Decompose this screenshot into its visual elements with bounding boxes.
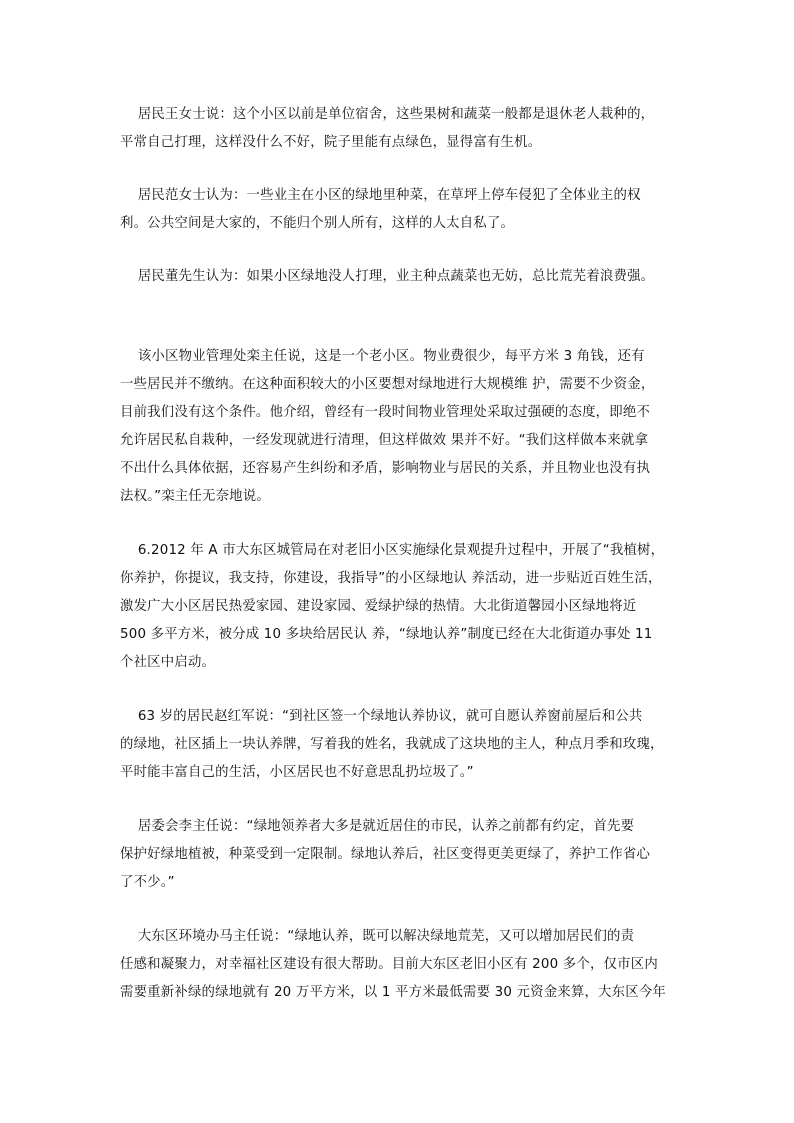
text-line: 法权。”栾主任无奈地说。 — [120, 489, 270, 504]
text-line: 个社区中启动。 — [120, 655, 216, 670]
text-line: 了不少。” — [120, 875, 175, 890]
text-line: 大东区环境办马主任说：“绿地认养，既可以解决绿地荒芜，又可以增加居民们的责 — [120, 929, 635, 944]
text-line: 居委会李主任说：“绿地领养者大多是就近居住的市民，认养之前都有约定，首先要 — [120, 819, 635, 834]
text-line: 平时能丰富自己的生活，小区居民也不好意思乱扔垃圾了。” — [120, 765, 474, 780]
text-line: 63 岁的居民赵红军说：“到社区签一个绿地认养协议，就可自愿认养窗前屋后和公共 — [120, 709, 643, 724]
text-line: 平常自己打理，这样没什么不好，院子里能有点绿色，显得富有生机。 — [120, 135, 542, 150]
text-line: 激发广大小区居民热爱家园、建设家园、爱绿护绿的热情。大北街道馨园小区绿地将近 — [120, 599, 637, 614]
text-line: 居民范女士认为：一些业主在小区的绿地里种菜，在草坪上停车侵犯了全体业主的权 — [120, 188, 641, 203]
text-line: 一些居民并不缴纳。在这种面积较大的小区要想对绿地进行大规模维 护，需要不少资金， — [120, 377, 655, 392]
text-line: 居民王女士说：这个小区以前是单位宿舍，这些果树和蔬菜一般都是退休老人栽种的， — [120, 107, 655, 122]
text-line: 的绿地，社区插上一块认养牌，写着我的姓名，我就成了这块地的主人，种点月季和玫瑰， — [120, 737, 664, 752]
text-line: 允许居民私自栽种，一经发现就进行清理，但这样做效 果并不好。“我们这样做本来就拿 — [120, 433, 649, 448]
text-line: 该小区物业管理处栾主任说，这是一个老小区。物业费很少，每平方米 3 角钱，还有 — [120, 349, 645, 364]
text-line: 你养护，你提议，我支持，你建设，我指导”的小区绿地认 养活动，进一步贴近百姓生活， — [120, 571, 662, 586]
text-line: 任感和凝聚力，对幸福社区建设有很大帮助。目前大东区老旧小区有 200 多个，仅市区内 — [120, 957, 658, 972]
text-line: 需要重新补绿的绿地就有 20 万平方米，以 1 平方米最低需要 30 元资金来算，大东区今年 — [120, 985, 667, 1000]
text-line: 不出什么具体依据，还容易产生纠纷和矛盾，影响物业与居民的关系，并且物业也没有执 — [120, 461, 651, 476]
text-line: 保护好绿地植被，种菜受到一定限制。绿地认养后，社区变得更美更绿了，养护工作省心 — [120, 847, 651, 862]
text-line: 500 多平方米，被分成 10 多块给居民认 养，“绿地认养”制度已经在大北街道办事处 11 — [120, 627, 653, 642]
text-line: 居民董先生认为：如果小区绿地没人打理，业主种点蔬菜也无妨，总比荒芜着浪费强。 — [120, 269, 655, 284]
text-line: 利。公共空间是大家的，不能归个别人所有，这样的人太自私了。 — [120, 216, 515, 231]
text-line: 目前我们没有这个条件。他介绍，曾经有一段时间物业管理处采取过强硬的态度，即绝不 — [120, 405, 651, 420]
text-line: 6.2012 年 A 市大东区城管局在对老旧小区实施绿化景观提升过程中，开展了“我植树， — [120, 543, 665, 558]
